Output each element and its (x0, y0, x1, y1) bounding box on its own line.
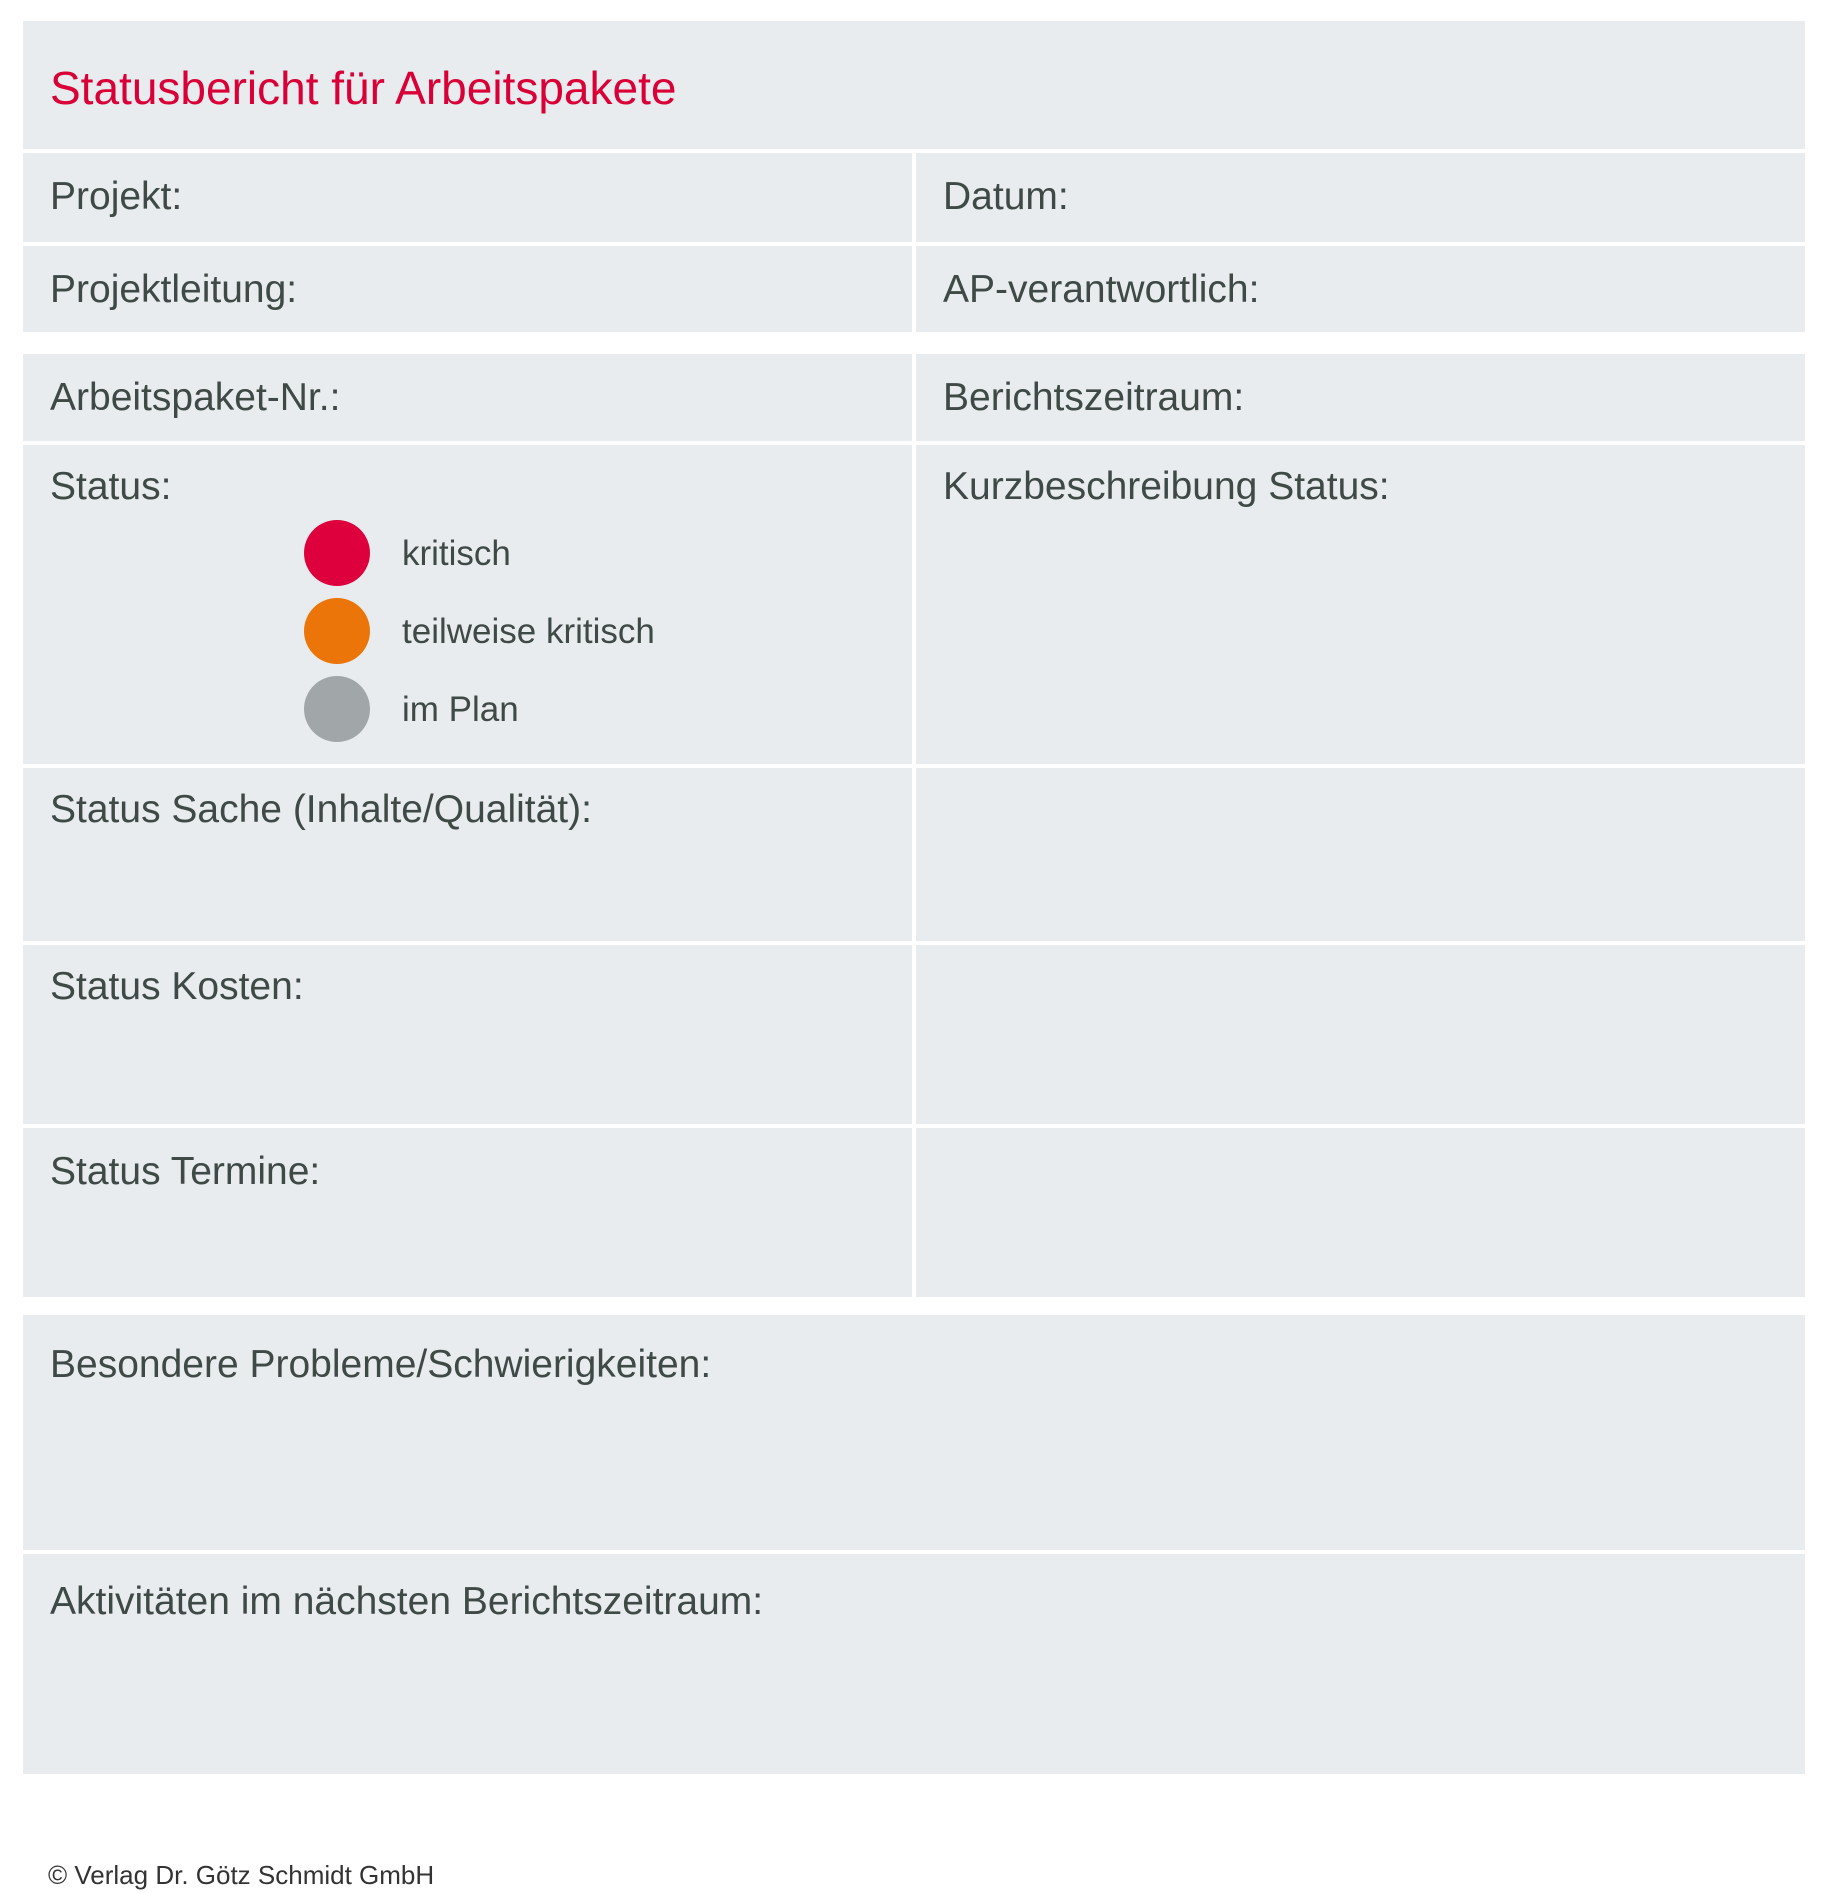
status-field[interactable] (23, 445, 912, 764)
aktivitaeten-label: Aktivitäten im nächsten Berichtszeitraum: (50, 1580, 764, 1623)
besondere-probleme-label: Besondere Probleme/Schwierigkeiten: (50, 1343, 712, 1386)
status-termine-field[interactable] (23, 1128, 912, 1297)
status-kosten-field[interactable] (23, 945, 912, 1124)
berichtszeitraum-label: Berichtszeitraum: (943, 376, 1245, 419)
gray-status-dot-icon (304, 676, 370, 742)
arbeitspaket-nr-field[interactable] (23, 354, 912, 441)
legend-label-teilweise-kritisch: teilweise kritisch (402, 611, 655, 651)
status-legend-im-plan (304, 676, 519, 742)
datum-label: Datum: (943, 175, 1069, 218)
status-termine-description-field[interactable] (916, 1128, 1805, 1297)
orange-status-dot-icon (304, 598, 370, 664)
form-title: Statusbericht für Arbeitspakete (50, 62, 677, 114)
ap-verantwortlich-label: AP-verantwortlich: (943, 268, 1260, 311)
status-sache-description-field[interactable] (916, 768, 1805, 941)
status-termine-label: Status Termine: (50, 1150, 321, 1193)
aktivitaeten-field[interactable] (23, 1554, 1805, 1774)
status-legend-teilweise-kritisch (304, 598, 655, 664)
status-sache-field[interactable] (23, 768, 912, 941)
red-status-dot-icon (304, 520, 370, 586)
legend-label-kritisch: kritisch (402, 533, 511, 573)
status-sache-label: Status Sache (Inhalte/Qualität): (50, 788, 592, 831)
projektleitung-label: Projektleitung: (50, 268, 298, 311)
besondere-probleme-field[interactable] (23, 1315, 1805, 1550)
status-kosten-label: Status Kosten: (50, 965, 304, 1008)
projektleitung-field[interactable] (23, 246, 912, 332)
ap-verantwortlich-field[interactable] (916, 246, 1805, 332)
copyright-footer: © Verlag Dr. Götz Schmidt GmbH (48, 1860, 435, 1890)
projekt-label: Projekt: (50, 175, 183, 218)
legend-label-im-plan: im Plan (402, 689, 519, 729)
arbeitspaket-nr-label: Arbeitspaket-Nr.: (50, 376, 341, 419)
kurzbeschreibung-status-label: Kurzbeschreibung Status: (943, 465, 1390, 508)
berichtszeitraum-field[interactable] (916, 354, 1805, 441)
status-legend-kritisch (304, 520, 511, 586)
projekt-field[interactable] (23, 153, 912, 242)
datum-field[interactable] (916, 153, 1805, 242)
kurzbeschreibung-status-field[interactable] (916, 445, 1805, 764)
status-kosten-description-field[interactable] (916, 945, 1805, 1124)
status-label: Status: (50, 465, 172, 508)
